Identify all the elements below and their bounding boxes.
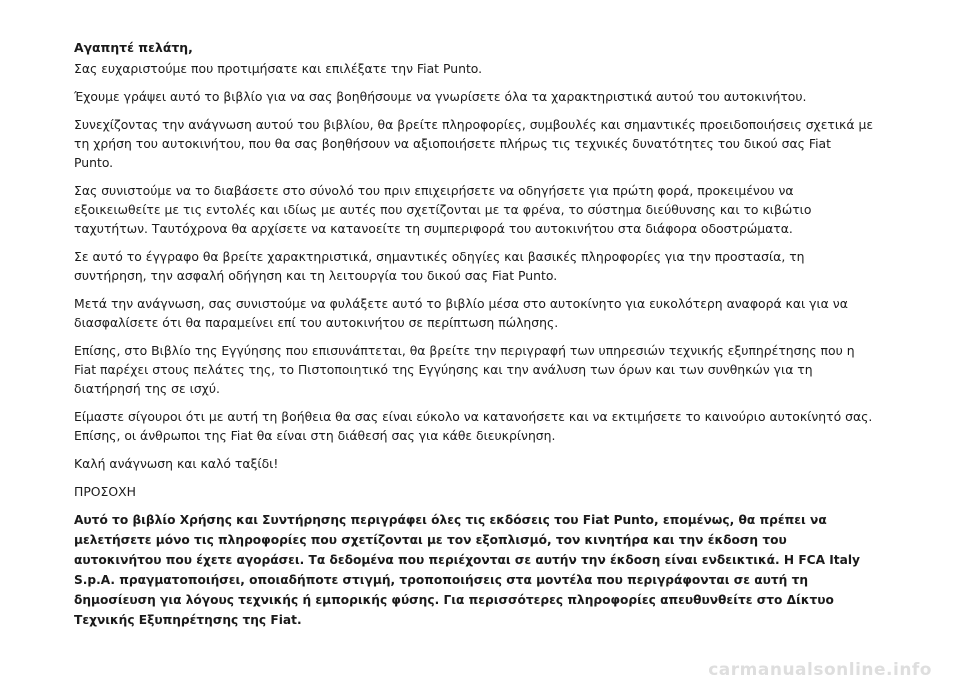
- paragraph-keep-book: Μετά την ανάγνωση, σας συνιστούμε να φυλάξετε αυτό το βιβλίο μέσα στο αυτοκίνητο για ευκολότερη αναφορά και για να διασφαλίσετε ότι θα παραμείνει επί του αυτοκινήτου σε περίπτωση πώλησης.: [74, 296, 848, 330]
- paragraph-confidence: Είμαστε σίγουροι ότι με αυτή τη βοήθεια θα σας είναι εύκολο να κατανοήσετε και να εκτιμήσετε το καινούριο αυτοκίνητό σας. Επίσης, οι άνθρωποι της Fiat θα είναι στη διάθεσή σας για κάθε διευκρίνηση.: [74, 409, 873, 443]
- paragraph-purpose: Έχουμε γράψει αυτό το βιβλίο για να σας βοηθήσουμε να γνωρίσετε όλα τα χαρακτηριστικά αυτού του αυτοκινήτου.: [74, 89, 807, 104]
- paragraph-warranty: Επίσης, στο Βιβλίο της Εγγύησης που επισυνάπτεται, θα βρείτε την περιγραφή των υπηρεσιών τεχνικής εξυπηρέτησης που η Fiat παρέχει στους πελάτες της, το Πιστοποιητικό της Εγγύησης και την ανάλυση των όρων και των συνθηκών για τη διατήρησή της σε ισχύ.: [74, 343, 855, 396]
- paragraph-reading: Συνεχίζοντας την ανάγνωση αυτού του βιβλίου, θα βρείτε πληροφορίες, συμβουλές και σημαντικές προειδοποιήσεις σχετικά με τη χρήση του αυτοκινήτου, που θα σας βοηθήσουν να αξιοποιήσετε πλήρως τις τεχνικές δυνατότητες του δικού σας Fiat Punto.: [74, 117, 874, 170]
- paragraph-thanks: Σας ευχαριστούμε που προτιμήσατε και επιλέξατε την Fiat Punto.: [74, 61, 483, 76]
- paragraph-contents: Σε αυτό το έγγραφο θα βρείτε χαρακτηριστικά, σημαντικές οδηγίες και βασικές πληροφορίες για την προστασία, τη συντήρηση, την ασφαλή οδήγηση και τη λειτουργία του δικού σας Fiat Punto.: [74, 249, 805, 283]
- greeting-title: Αγαπητέ πελάτη,: [74, 40, 193, 55]
- paragraph-first-drive: Σας συνιστούμε να το διαβάσετε στο σύνολό του πριν επιχειρήσετε να οδηγήσετε για πρώτη φορά, προκειμένου να εξοικειωθείτε με τις εντολές και ιδίως με αυτές που σχετίζονται με τα φρένα, το σύστημα διεύθυνσης και το κιβώτιο ταχυτήτων. Ταυτόχρονα θα αρχίσετε να κατανοείτε τη συμπεριφορά του αυτοκινήτου στα διάφορα οδοστρώματα.: [74, 183, 812, 236]
- paragraph-farewell: Καλή ανάγνωση και καλό ταξίδι!: [74, 456, 279, 471]
- watermark: carmanualsonline.info: [708, 660, 932, 680]
- notice-heading: ΠΡΟΣΟΧΗ: [74, 484, 136, 499]
- document-body: [74, 38, 874, 639]
- notice-text: Αυτό το βιβλίο Χρήσης και Συντήρησης περιγράφει όλες τις εκδόσεις του Fiat Punto, επομένως, θα πρέπει να μελετήσετε μόνο τις πληροφορίες που σχετίζονται με τον εξοπλισμό, τον κινητήρα και την έκδοση του αυτοκινήτου που έχετε αγοράσει. Τα δεδομένα που περιέχονται σε αυτήν την έκδοση είναι ενδεικτικά. Η FCA Italy S.p.A. πραγματοποιήσει, οποιαδήποτε στιγμή, τροποποιήσεις στα μοντέλα που περιγράφονται σε αυτή τη δημοσίευση για λόγους τεχνικής ή εμπορικής φύσης. Για περισσότερες πληροφορίες απευθυνθείτε στο Δίκτυο Τεχνικής Εξυπηρέτησης της Fiat.: [74, 513, 860, 627]
